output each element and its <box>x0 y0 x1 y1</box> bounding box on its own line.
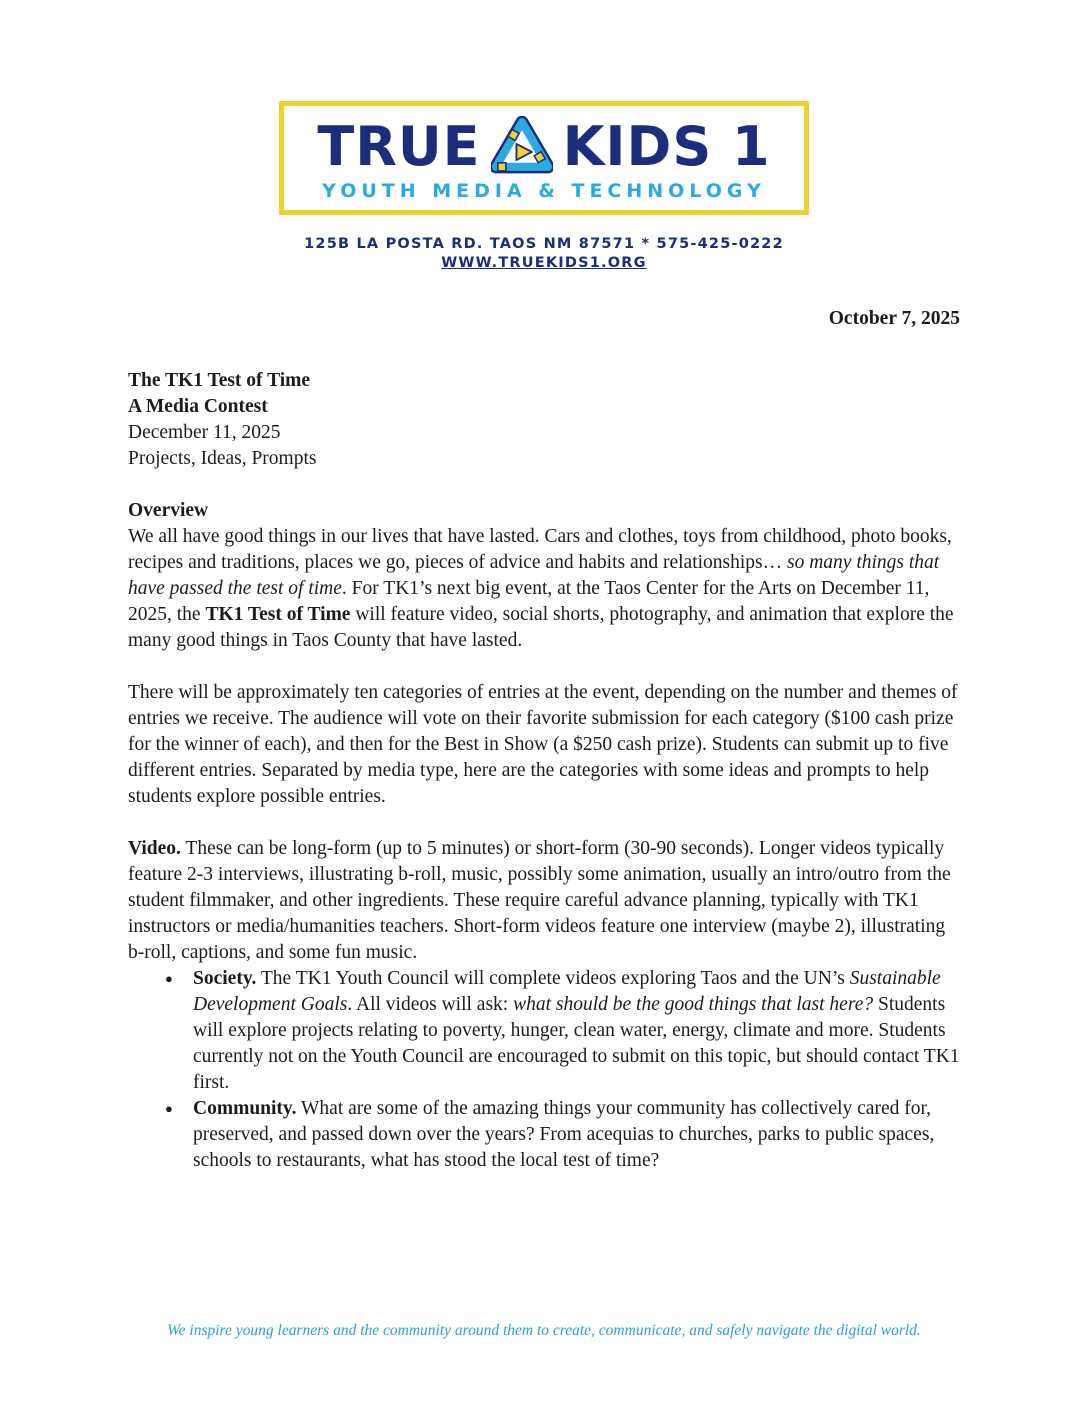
bullet-item-society <box>128 966 960 1096</box>
bullet-dot: ● <box>165 1101 173 1116</box>
title-line-3: December 11, 2025 <box>128 422 281 443</box>
website-link[interactable]: WWW.TRUEKIDS1.ORG <box>441 255 647 271</box>
logo-tagline: YOUTH MEDIA & TECHNOLOGY <box>322 180 766 202</box>
bullet-item-community <box>128 1096 960 1174</box>
title-line-1: The TK1 Test of Time <box>128 370 311 391</box>
bullet-dot: ● <box>165 971 173 986</box>
title-line-4: Projects, Ideas, Prompts <box>128 448 317 469</box>
bullet-list <box>128 966 960 1174</box>
bullet-text-community: Community. What are some of the amazing things your community has collectively cared for, preserved, and passed down over the years? From acequias to churches, parks to public spaces, schools to restaurants, what has stood the local test of time? <box>193 1098 935 1171</box>
overview-paragraph: We all have good things in our lives that have lasted. Cars and clothes, toys from childhood, photo books, recipes and traditions, places we go, pieces of advice and habits and relationships… so many things that have passed the test of time. For TK1’s next big event, at the Taos Center for the Arts on December 11, 2025, the TK1 Test of Time will feature video, social shorts, photography, and animation that explore the many good things in Taos County that have lasted. <box>128 526 954 651</box>
letter-body <box>128 306 960 1174</box>
letter-date: October 7, 2025 <box>828 308 960 329</box>
overview-heading: Overview <box>128 500 209 521</box>
logo-wordmark <box>298 116 790 178</box>
address-block <box>0 235 1088 272</box>
footer-tagline: We inspire young learners and the community around them to create, communicate, and safely navigate the digital world. <box>167 1322 921 1339</box>
logo-word-true: TRUE <box>317 115 481 178</box>
play-button-icon <box>491 116 553 178</box>
address-line: 125B LA POSTA RD. TAOS NM 87571 * 575-425-0222 <box>304 236 784 252</box>
categories-paragraph: There will be approximately ten categories of entries at the event, depending on the number and themes of entries we receive. The audience will vote on their favorite submission for each category ($100 cash prize for the winner of each), and then for the Best in Show (a $250 cash prize). Students can submit up to five different entries. Separated by media type, here are the categories with some ideas and prompts to help students explore possible entries. <box>128 682 958 807</box>
logo-word-kids1: KIDS 1 <box>562 115 771 178</box>
bullet-text-society: Society. The TK1 Youth Council will complete videos exploring Taos and the UN’s Sustainable Development Goals. All videos will ask: what should be the good things that last here? Students will explore projects relating to poverty, hunger, clean water, energy, climate and more. Students currently not on the Youth Council are encouraged to submit on this topic, but should contact TK1 first. <box>193 968 960 1093</box>
video-paragraph: Video. These can be long-form (up to 5 minutes) or short-form (30-90 seconds). Longer videos typically feature 2-3 interviews, illustrating b-roll, music, possibly some animation, usually an intro/outro from the student filmmaker, and other ingredients. These require careful advance planning, typically with TK1 instructors or media/humanities teachers. Short-form videos feature one interview (maybe 2), illustrating b-roll, captions, and some fun music. <box>128 838 951 963</box>
logo-box <box>279 101 809 215</box>
title-line-2: A Media Contest <box>128 396 268 417</box>
title-block <box>128 368 960 472</box>
